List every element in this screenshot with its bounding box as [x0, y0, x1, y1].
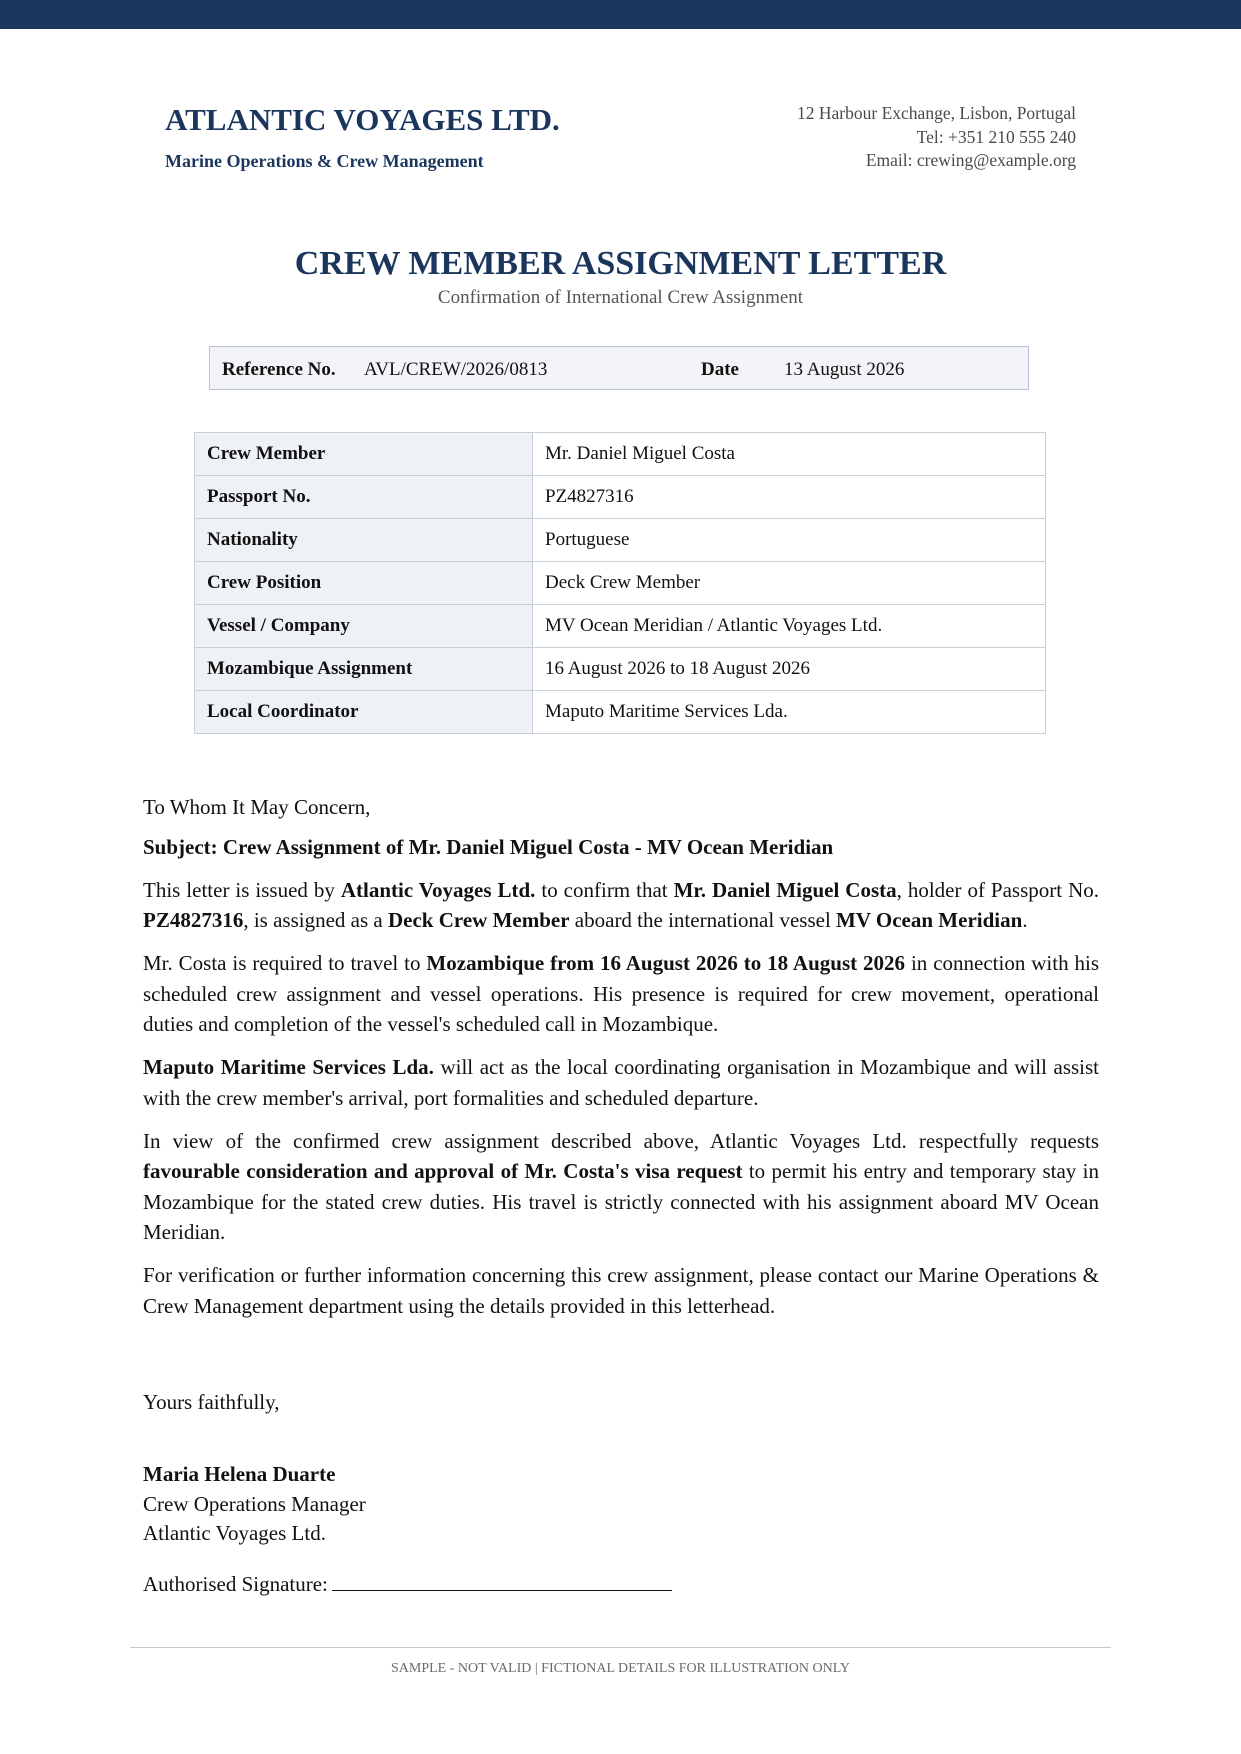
table-row	[195, 476, 1046, 519]
paragraph-2	[143, 948, 1099, 1040]
bold-run: PZ4827316	[143, 908, 244, 932]
row-label: Crew Position	[195, 562, 533, 605]
signature-label: Authorised Signature:	[143, 1572, 328, 1596]
salutation: To Whom It May Concern,	[143, 795, 371, 819]
row-value: Portuguese	[533, 519, 1046, 562]
row-label: Crew Member	[195, 433, 533, 476]
text-run: Mr. Costa is required to travel to	[143, 951, 427, 975]
bold-run: Atlantic Voyages Ltd.	[340, 877, 536, 902]
text-run: , is assigned as a	[243, 908, 388, 932]
date-label: Date	[701, 359, 739, 380]
row-label: Mozambique Assignment	[195, 648, 533, 691]
signatory-title: Crew Operations Manager	[143, 1492, 366, 1516]
text-run: , holder of Passport No.	[896, 877, 1099, 902]
signatory-name: Maria Helena Duarte	[143, 1462, 336, 1486]
paragraph-3	[143, 1052, 1099, 1113]
row-label: Nationality	[195, 519, 533, 562]
row-value: Maputo Maritime Services Lda.	[533, 691, 1046, 734]
company-tel: Tel: +351 210 555 240	[916, 126, 1076, 147]
document-subtitle: Confirmation of International Crew Assignment	[437, 287, 804, 308]
contact-block	[797, 102, 1076, 173]
row-label: Passport No.	[195, 476, 533, 519]
bold-run: Mr. Daniel Miguel Costa	[673, 877, 897, 902]
table-row	[195, 648, 1046, 691]
reference-value: AVL/CREW/2026/0813	[364, 359, 548, 380]
table-row	[195, 562, 1046, 605]
text-run: In view of the confirmed crew assignment described above, Atlantic Voyages Ltd. respectfully requests	[143, 1128, 1099, 1153]
row-value: MV Ocean Meridian / Atlantic Voyages Ltd.	[533, 605, 1046, 648]
company-address: 12 Harbour Exchange, Lisbon, Portugal	[797, 103, 1076, 123]
text-run: aboard the international vessel	[569, 908, 837, 932]
row-value: Deck Crew Member	[533, 562, 1046, 605]
closing: Yours faithfully,	[143, 1390, 280, 1414]
signature-line	[143, 1570, 672, 1597]
footer-divider	[130, 1647, 1111, 1648]
row-value: 16 August 2026 to 18 August 2026	[533, 648, 1046, 691]
row-value: Mr. Daniel Miguel Costa	[533, 433, 1046, 476]
date-value: 13 August 2026	[784, 359, 905, 380]
bold-run: Mozambique from 16 August 2026 to 18 August 2026	[426, 951, 906, 975]
row-label: Local Coordinator	[195, 691, 533, 734]
bold-run: MV Ocean Meridian	[836, 908, 1023, 932]
company-name: ATLANTIC VOYAGES LTD.	[165, 102, 560, 137]
text-run: will act as the local coordinating organisation in Mozambique and will assist with the crew member's arrival, port formalities and scheduled departure.	[143, 1055, 1100, 1110]
document-title: CREW MEMBER ASSIGNMENT LETTER	[294, 245, 947, 282]
company-tagline: Marine Operations & Crew Management	[165, 151, 484, 171]
signature-blank	[332, 1570, 672, 1591]
signatory-company: Atlantic Voyages Ltd.	[143, 1521, 326, 1545]
bold-run: Maputo Maritime Services Lda.	[143, 1055, 434, 1079]
crew-details-table	[194, 432, 1046, 734]
text-run: in connection with his scheduled crew assignment and vessel operations. His presence is required for crew movement, operational duties and completion of the vessel's scheduled call in Mozambique.	[143, 951, 1099, 1036]
bold-run: favourable consideration and approval of Mr. Costa's visa request	[143, 1159, 743, 1183]
table-row	[195, 519, 1046, 562]
footer-disclaimer: SAMPLE - NOT VALID | FICTIONAL DETAILS FOR ILLUSTRATION ONLY	[390, 1661, 851, 1676]
text-run: to permit his entry and temporary stay in Mozambique for the stated crew duties. His travel is strictly connected with his assignment aboard MV Ocean Meridian.	[143, 1159, 1099, 1244]
subject-line	[143, 832, 1099, 863]
row-value: PZ4827316	[533, 476, 1046, 519]
paragraph-1	[143, 875, 1099, 936]
row-label: Vessel / Company	[195, 605, 533, 648]
company-email: Email: crewing@example.org	[865, 150, 1076, 170]
reference-label: Reference No.	[222, 359, 336, 380]
text-run: This letter is issued by	[143, 877, 341, 902]
table-row	[195, 433, 1046, 476]
bold-run: Deck Crew Member	[388, 908, 570, 932]
reference-box	[209, 346, 1029, 390]
paragraph-4	[143, 1126, 1099, 1248]
text-run: .	[1022, 908, 1028, 932]
paragraph-5: For verification or further information concerning this crew assignment, please contact our Marine Operations & Crew Management department using the details provided in this letterhead.	[143, 1263, 1099, 1318]
text-run: to confirm that	[535, 877, 674, 902]
table-row	[195, 605, 1046, 648]
subject-text: Subject: Crew Assignment of Mr. Daniel Miguel Costa - MV Ocean Meridian	[143, 834, 834, 859]
letter-body	[143, 792, 1099, 1334]
header-bar	[0, 0, 1241, 29]
table-row	[195, 691, 1046, 734]
